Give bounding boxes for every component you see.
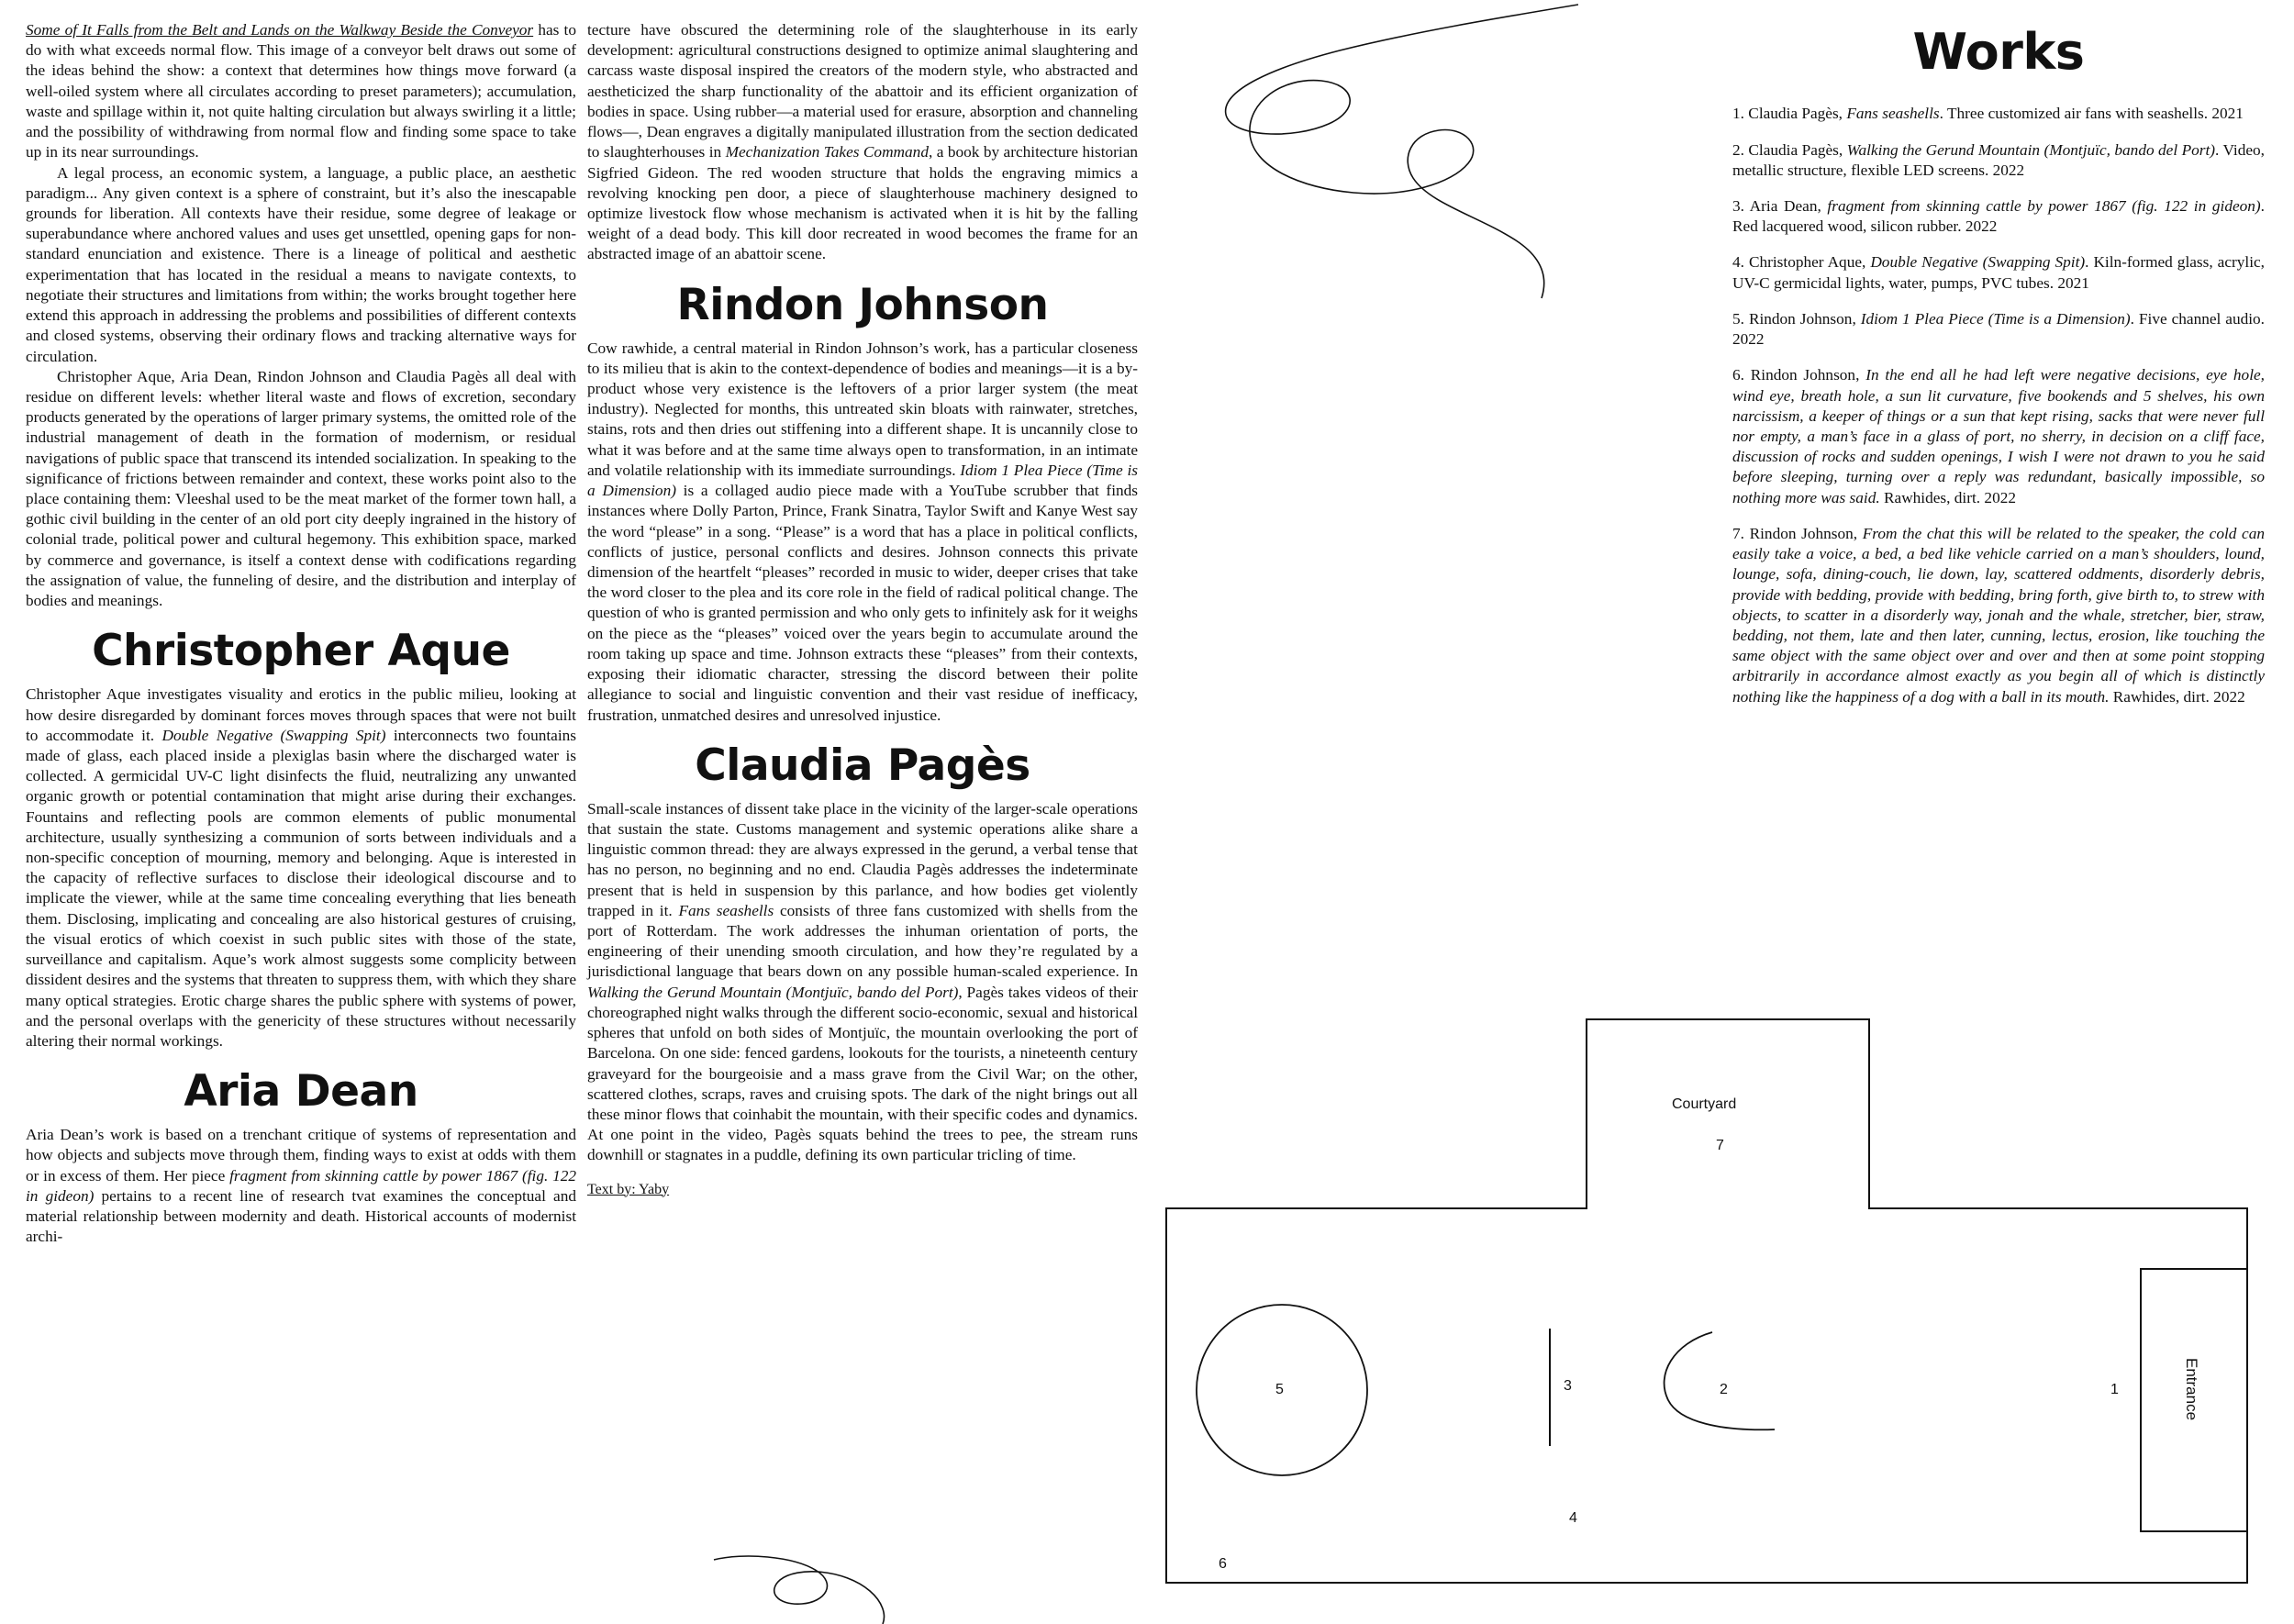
pages-text-a: Small-scale instances of dissent take place in the vicinity of the larger-scale operations that sustain the state. Customs management and systemic operations alike share a linguistic common thread: they are always expressed in the gerund, a verbal tense that has no person, no beginning and no end. Claudia Pagès addresses the indeterminate present that is held in suspension by this parlance, and how bodies get violently trapped in it. bbox=[587, 799, 1138, 919]
work-item bbox=[1732, 524, 2265, 707]
johnson-text-b: is a collaged audio piece made with a YouTube scrubber that finds instances where Dolly Parton, Prince, Frank Sinatra, Taylor Swift and Kanye West say the word “please” in a song. “Please” is a word that has a place in political conflicts, conflicts of justice, personal conflicts and desires. Johnson connects this private dimension of the heartfelt “pleases” recorded in music to wider, deeper crises that take the word closer to the plea and its core role in the field of radical political change. The question of who is granted permission and who only gets to infinitely ask for it weighs on the piece as the “pleases” voiced over the years begin to accumulate around the room taking up space and time. Johnson extracts these “pleases” from their contexts, exposing their idiomatic character, stressing the discord between their polite allegiance to social and linguistic convention and their vast residue of inefficacy, frustration, unmatched desires and unresolved injustice. bbox=[587, 482, 1138, 724]
lead-title: Some of It Falls from the Belt and Lands on the Walkway Beside the Conveyor bbox=[26, 21, 534, 39]
work-details: . Kiln-formed glass, acrylic, UV-C germicidal lights, water, pumps, PVC tubes. 2021 bbox=[1732, 253, 2265, 292]
dean-paragraph bbox=[26, 1125, 576, 1247]
work-number: 5. bbox=[1732, 309, 1744, 328]
work-item bbox=[1732, 196, 2265, 237]
pages-text-b: consists of three fans customized with shells from the port of Rotterdam. The work addresses the inhuman orientation of ports, the engineering of their unending smooth circulation, and how they’re regulated by a jurisdictional language that bears down on any possible human-scaled experience. In bbox=[587, 901, 1138, 981]
courtyard-wall-top bbox=[1586, 1018, 1870, 1020]
plan-marker-6: 6 bbox=[1219, 1556, 1227, 1572]
text-column-1 bbox=[26, 20, 576, 1247]
work-item bbox=[1732, 140, 2265, 181]
work-details: . Five channel audio. 2022 bbox=[1732, 309, 2265, 349]
pages-paragraph bbox=[587, 799, 1138, 1166]
col2-text-a: tecture have obscured the determining role of the slaughterhouse in its early development: agricultural constructions designed to optimize animal slaughtering and carcass waste disposal inspired the creators of the modern style, who abstracted and aestheticized the sharp functionality of the abattoir and its efficient organization of bodies in space. Using rubber—a material used for erasure, absorption and channeling flows—, Dean engraves a digitally manipulated illustration from the section dedicated to slaughterhouses in bbox=[587, 21, 1138, 161]
work-artist: Rindon Johnson, bbox=[1750, 366, 1860, 384]
paragraph-3: Christopher Aque, Aria Dean, Rindon Johnson and Claudia Pagès all deal with residue on different levels: whether literal waste and flows of excretion, secondary products generated by the operations of larger primary systems, the omitted role of the industrial management of death in the formation of modernism, or residual navigations of public space that transcend its intended socialization. In speaking to the significance of frictions between remainder and context, these works point also to the place containing them: Vleeshal used to be the meat market of the former town hall, a gothic civil building in the center of an old port city deeply ingrained in the history of colonial trade, political power and cultural hegemony. This exhibition space, marked by commerce and governance, is itself a context dense with codifications regarding the assignation of value, the funneling of desire, and the distribution and interplay of bodies and meanings. bbox=[26, 367, 576, 610]
heading-claudia-pages: Claudia Pagès bbox=[695, 740, 1030, 791]
courtyard-wall-right bbox=[1868, 1018, 1870, 1209]
entrance-label: Entrance bbox=[2183, 1358, 2200, 1421]
work-title: fragment from skinning cattle by power 1867 (fig. 122 in gideon) bbox=[1827, 197, 2261, 216]
johnson-paragraph bbox=[587, 339, 1138, 726]
work-title: Idiom 1 Plea Piece (Time is a Dimension) bbox=[1860, 309, 2131, 328]
courtyard-label: Courtyard bbox=[1672, 1096, 1737, 1112]
work-details: Rawhides, dirt. 2022 bbox=[2109, 687, 2245, 706]
pages-work-title-2: Walking the Gerund Mountain (Montjuïc, bando del Port) bbox=[587, 983, 959, 1001]
work-item bbox=[1732, 309, 2265, 350]
aque-text-a: Christopher Aque investigates visuality and erotics in the public milieu, looking at how desire disregarded by dominant forces moves through spaces that were not built to accommodate it. bbox=[26, 685, 576, 744]
work-item bbox=[1732, 252, 2265, 293]
hall-wall-top-left bbox=[1165, 1207, 1587, 1209]
hall-wall-top-right bbox=[1868, 1207, 2248, 1209]
dean-text-b: pertains to a recent line of research tvat examines the conceptual and material relationship between modernity and death. Historical accounts of modernist archi- bbox=[26, 1186, 576, 1246]
work-title: Walking the Gerund Mountain (Montjuïc, bando del Port) bbox=[1846, 140, 2216, 159]
work-details: . Red lacquered wood, silicon rubber. 2022 bbox=[1732, 197, 2265, 236]
entrance-wall-bottom bbox=[2140, 1530, 2248, 1532]
hall-wall-right bbox=[2246, 1207, 2248, 1584]
work-artist: Claudia Pagès, bbox=[1748, 140, 1843, 159]
work-details: Rawhides, dirt. 2022 bbox=[1879, 488, 2016, 506]
johnson-work-title: Idiom 1 Plea Piece (Time is a Dimension) bbox=[587, 461, 1138, 500]
pages-text-c: , Pagès takes videos of their choreographed night walks through the different socio-economic, sexual and historical spheres that unfold on both sides of Montjuïc, the mountain overlooking the port of Barcelona. On one side: fenced gardens, lookouts for the tourists, a nineteenth century graveyard for the bourgeoisie and a mass grave from the Civil War; on the other, scattered clothes, scraps, raves and cruising spots. The dark of the night brings out all these minor flows that coinhabit the mountain, with their specific codes and dynamics. At one point in the video, Pagès squats behind the trees to pee, the stream runs downhill or stagnates in a puddle, defining its own particular tricling of time. bbox=[587, 983, 1138, 1164]
work-title: Double Negative (Swapping Spit) bbox=[1870, 253, 2086, 272]
plan-bar-work-3 bbox=[1549, 1329, 1551, 1446]
works-column bbox=[1732, 20, 2265, 723]
work-number: 3. bbox=[1732, 197, 1744, 216]
plan-marker-3: 3 bbox=[1564, 1378, 1572, 1394]
work-item bbox=[1732, 365, 2265, 508]
decorative-squiggle-bottom bbox=[707, 1551, 890, 1624]
dean-continued-paragraph bbox=[587, 20, 1138, 265]
pages-work-title-1: Fans seashells bbox=[678, 901, 774, 919]
col2-text-b: , a book by architecture historian Sigfried Gideon. The red wooden structure that holds the engraving mimics a revolving knocking pen door, a piece of slaughterhouse machinery designed to optimize livestock flow whose mechanism is activated when it is hit by the falling weight of a dead body. This kill door recreated in wood becomes the frame for an abstracted image of an abattoir scene. bbox=[587, 143, 1139, 263]
heading-christopher-aque: Christopher Aque bbox=[92, 626, 510, 677]
aque-work-title: Double Negative (Swapping Spit) bbox=[161, 726, 386, 744]
work-artist: Rindon Johnson, bbox=[1748, 309, 1856, 328]
hall-wall-left bbox=[1165, 1207, 1167, 1584]
plan-marker-4: 4 bbox=[1569, 1510, 1577, 1526]
aque-text-b: interconnects two fountains made of glass, each placed inside a plexiglas basin where the discharged water is collected. A germicidal UV-C light disinfects the fluid, neutralizing any unwanted organic growth or potential contamination that might arise during their exchanges. Fountains and reflecting pools are common elements of public monumental architecture, usually synthesizing a communion of sorts between individuals and a non-specific conception of mourning, memory and belonging. Aque is interested in the capacity of reflective surfaces to disclose their ideological discourse and to implicate the viewer, while at the same time concealing everything that lies beneath them. Disclosing, implicating and concealing are also historical gestures of cruising, the visual erotics of which coexist in such public sites with those of the state, surveillance and capitalism. Aque’s work almost suggests some complicity between dissident desires and the systems that threaten to suppress them, with which they share many optical strategies. Erotic charge shares the public sphere with systems of power, and the personal overlaps with the genericity of these structures without necessarily altering their normal workings. bbox=[26, 726, 576, 1050]
works-title: Works bbox=[1912, 23, 2085, 81]
floor-plan bbox=[1165, 1018, 2248, 1587]
plan-curve-work-2 bbox=[1650, 1330, 1778, 1440]
plan-marker-2: 2 bbox=[1720, 1382, 1728, 1397]
work-details: . Three customized air fans with seashells. 2021 bbox=[1939, 105, 2244, 123]
plan-marker-5: 5 bbox=[1275, 1382, 1284, 1397]
work-number: 4. bbox=[1732, 253, 1744, 272]
entrance-wall-left bbox=[2140, 1268, 2142, 1532]
text-column-2 bbox=[587, 20, 1138, 1199]
entrance-wall-top bbox=[2140, 1268, 2248, 1270]
plan-marker-1: 1 bbox=[2110, 1382, 2119, 1397]
intro-paragraph bbox=[26, 20, 576, 163]
byline: Text by: Yaby bbox=[587, 1181, 670, 1197]
paragraph-2: A legal process, an economic system, a language, a public place, an aesthetic paradigm... Any given context is a sphere of constraint, but it’s also the inescapable grounds for liberation. All contexts have their residue, some degree of leakage or superabundance where anchored values and uses get unsettled, opening gaps for non-standard enunciation and existence. There is a lineage of political and aesthetic experimentation that has located in the residual a means to navigate contexts, to negotiate their structures and limitations from within; the works brought together here extend this approach in addressing the problems and possibilities of different contexts and closed systems, observing their ordinary flows and tracking alternative ways for circulation. bbox=[26, 163, 576, 365]
work-title: From the chat this will be related to the speaker, the cold can easily take a voice, a bed, a bed like vehicle carried on a man’s shoulders, lound, lounge, sofa, dining-couch, lie down, lay, scattered oddments, disorderly debris, provide with bedding, provide with bedding, bring forth, give birth to, to strew with objects, to scatter in a disorderly way, jonah and the whale, stretcher, bier, straw, bedding, not them, late and then later, cunning, lectus, erosion, like touching the same object with the same object over and over and then at some point stopping arbitrarily in accordance almost exactly as you begin all of which is distinctly nothing like the happiness of a dog with a ball in its mouth. bbox=[1732, 524, 2265, 706]
heading-rindon-johnson: Rindon Johnson bbox=[676, 279, 1049, 330]
work-artist: Aria Dean, bbox=[1749, 197, 1821, 216]
gideon-book-title: Mechanization Takes Command bbox=[725, 143, 929, 161]
dean-text-a: Aria Dean’s work is based on a trenchant critique of systems of representation and how objects and subjects move through them, finding ways to exist at odds with them or in excess of them. Her piece bbox=[26, 1126, 576, 1185]
decorative-squiggle-top bbox=[1193, 0, 1578, 303]
work-number: 2. bbox=[1732, 140, 1744, 159]
heading-aria-dean: Aria Dean bbox=[184, 1066, 418, 1118]
work-artist: Christopher Aque, bbox=[1748, 253, 1866, 272]
courtyard-wall-left bbox=[1586, 1018, 1587, 1209]
plan-marker-7: 7 bbox=[1716, 1138, 1724, 1153]
intro-paragraph-text: has to do with what exceeds normal flow. This image of a conveyor belt draws out some of the ideas behind the show: a context that determines how things move forward (a well-oiled system where all circulates according to preset parameters); accumulation, waste and spillage within it, not quite halting circulation but always swirling it a little; and the possibility of withdrawing from normal flow and finding some space to take up in its near surroundings. bbox=[26, 21, 576, 161]
work-item bbox=[1732, 104, 2265, 124]
work-details: . Video, metallic structure, flexible LED screens. 2022 bbox=[1732, 140, 2265, 179]
hall-wall-bottom bbox=[1165, 1582, 2248, 1584]
work-number: 7. bbox=[1732, 524, 1744, 542]
johnson-text-a: Cow rawhide, a central material in Rindon Johnson’s work, has a particular closeness to its milieu that is akin to the context-dependence of bodies and meanings—it is a by-product whose very existence is the leftovers of a prior larger system (the meat industry). Neglected for months, this untreated skin bloats with rainwater, stretches, stains, rots and then dries out stiffening into a different shape. It is uncannily close to what it was before and at the same time always open to transformation, in an intimate and volatile relationship with its immediate surroundings. bbox=[587, 339, 1138, 479]
aque-paragraph bbox=[26, 684, 576, 1051]
work-number: 6. bbox=[1732, 366, 1744, 384]
work-title: Fans seashells bbox=[1846, 105, 1940, 123]
work-number: 1. bbox=[1732, 105, 1744, 123]
work-artist: Claudia Pagès, bbox=[1748, 105, 1843, 123]
dean-work-title: fragment from skinning cattle by power 1867 (fig. 122 in gideon) bbox=[26, 1166, 577, 1205]
work-title: In the end all he had left were negative decisions, eye hole, wind eye, breath hole, a sun lit curvature, five bookends and 5 shelves, his own narcissism, a keeper of things or a sun that kept rising, sacks that were never full nor empty, a man’s face in a glass of port, no sherry, in decision on a cliff face, discussion of rocks and sudden openings, I wish I were not drawn to you he said before sleeping, turning over a reply was redundant, basically impossible, so nothing more was said. bbox=[1732, 366, 2265, 506]
work-artist: Rindon Johnson, bbox=[1749, 524, 1858, 542]
